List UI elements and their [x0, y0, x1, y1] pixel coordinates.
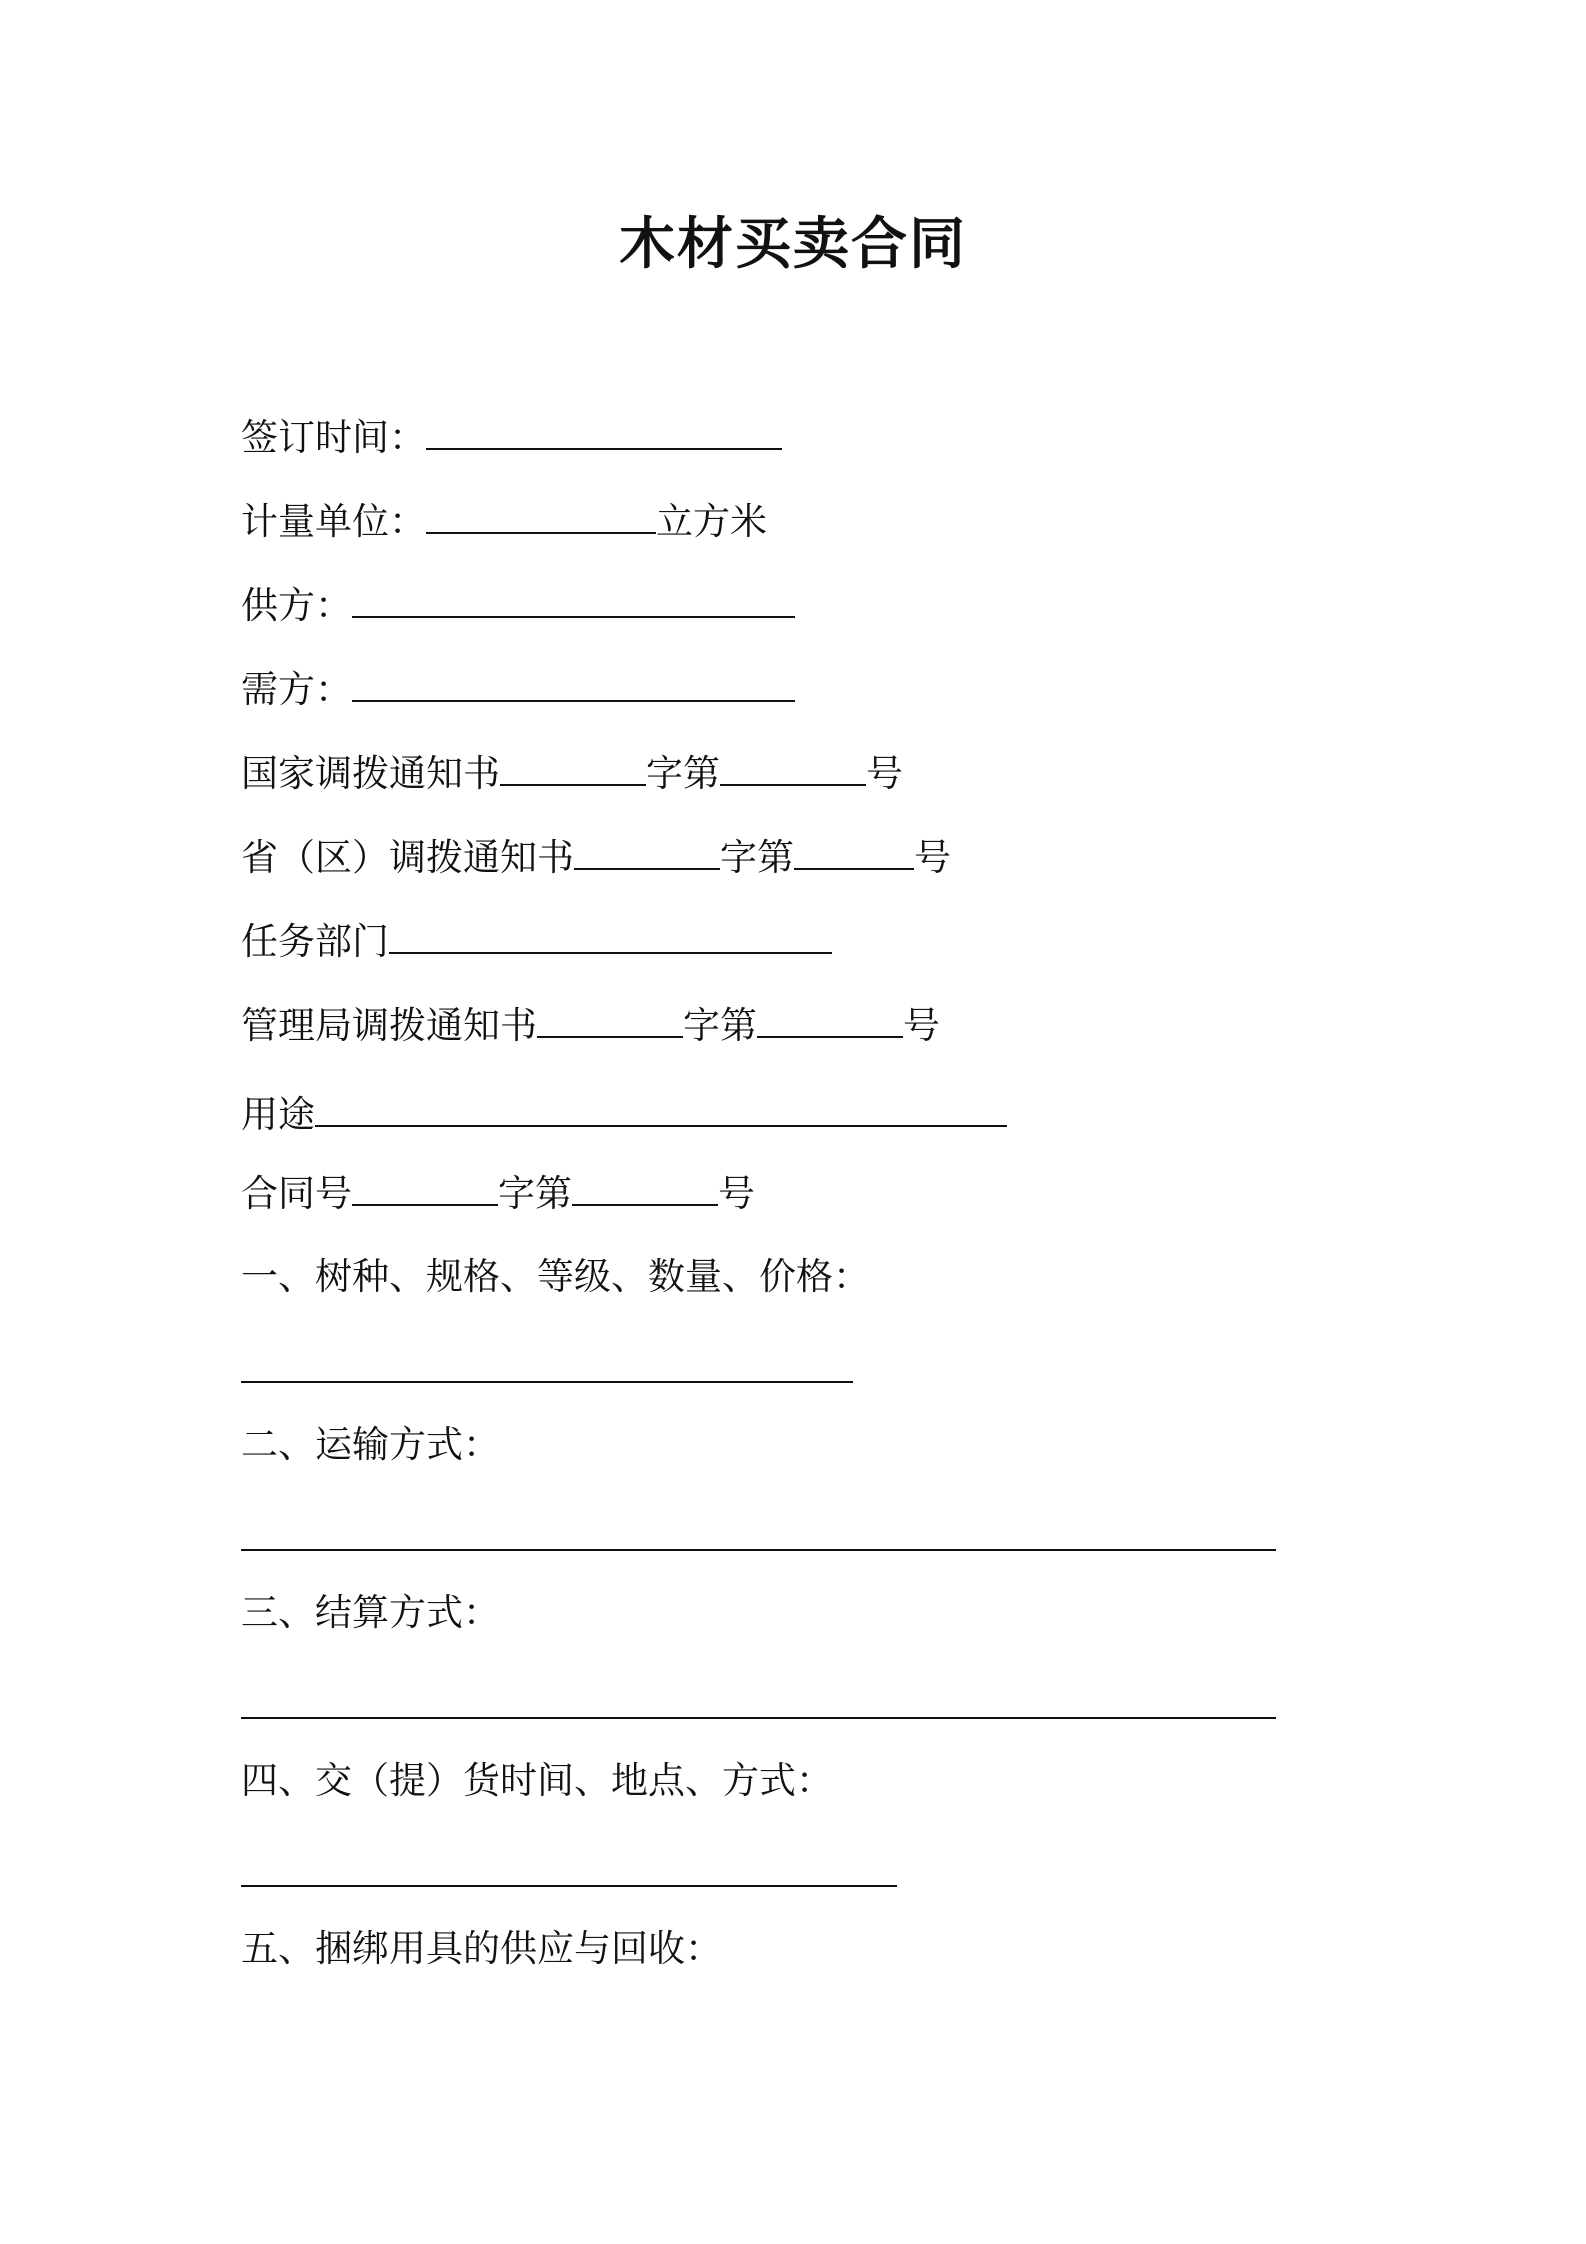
task-dept-blank[interactable] [389, 914, 832, 954]
section-1-heading: 一、树种、规格、等级、数量、价格： [241, 1255, 870, 1298]
unit-suffix: 立方米 [656, 500, 767, 543]
purpose-label: 用途 [241, 1093, 315, 1136]
contract-no-blank-2[interactable] [572, 1166, 718, 1206]
supplier-blank[interactable] [352, 578, 795, 618]
provincial-notice-blank-2[interactable] [794, 830, 914, 870]
hao-text: 号 [914, 836, 951, 879]
unit-row [241, 494, 767, 549]
bureau-notice-row [241, 998, 940, 1053]
provincial-notice-row [241, 830, 951, 885]
unit-label: 计量单位： [241, 500, 426, 543]
section-2-heading: 二、运输方式： [241, 1423, 500, 1466]
national-notice-row [241, 746, 903, 801]
task-dept-row [241, 914, 832, 969]
sign-time-label: 签订时间： [241, 416, 426, 459]
zi-di-text: 字第 [720, 836, 794, 879]
provincial-notice-label: 省（区）调拨通知书 [241, 836, 574, 879]
buyer-blank[interactable] [352, 662, 795, 702]
national-notice-blank-2[interactable] [720, 746, 866, 786]
supplier-row [241, 578, 795, 633]
task-dept-label: 任务部门 [241, 920, 389, 963]
bureau-notice-label: 管理局调拨通知书 [241, 1004, 537, 1047]
national-notice-label: 国家调拨通知书 [241, 752, 500, 795]
buyer-row [241, 662, 795, 717]
buyer-label: 需方： [241, 668, 352, 711]
contract-no-label: 合同号 [241, 1172, 352, 1215]
zi-di-text: 字第 [683, 1004, 757, 1047]
sign-time-row [241, 410, 782, 465]
section-5-heading: 五、捆绑用具的供应与回收： [241, 1927, 722, 1970]
contract-no-blank-1[interactable] [352, 1166, 498, 1206]
purpose-blank[interactable] [315, 1087, 1007, 1127]
zi-di-text: 字第 [646, 752, 720, 795]
unit-blank[interactable] [426, 494, 656, 534]
document-title: 木材买卖合同 [619, 212, 967, 277]
section-2-blank[interactable] [241, 1549, 1276, 1551]
hao-text: 号 [866, 752, 903, 795]
zi-di-text: 字第 [498, 1172, 572, 1215]
hao-text: 号 [718, 1172, 755, 1215]
section-4-heading: 四、交（提）货时间、地点、方式： [241, 1759, 833, 1802]
hao-text: 号 [903, 1004, 940, 1047]
sign-time-blank[interactable] [426, 410, 782, 450]
contract-no-row [241, 1166, 755, 1221]
section-3-blank[interactable] [241, 1717, 1276, 1719]
section-3-heading: 三、结算方式： [241, 1591, 500, 1634]
purpose-row [241, 1087, 1007, 1142]
section-1-blank[interactable] [241, 1381, 853, 1383]
provincial-notice-blank-1[interactable] [574, 830, 720, 870]
supplier-label: 供方： [241, 584, 352, 627]
bureau-notice-blank-1[interactable] [537, 998, 683, 1038]
section-4-blank[interactable] [241, 1885, 897, 1887]
national-notice-blank-1[interactable] [500, 746, 646, 786]
bureau-notice-blank-2[interactable] [757, 998, 903, 1038]
